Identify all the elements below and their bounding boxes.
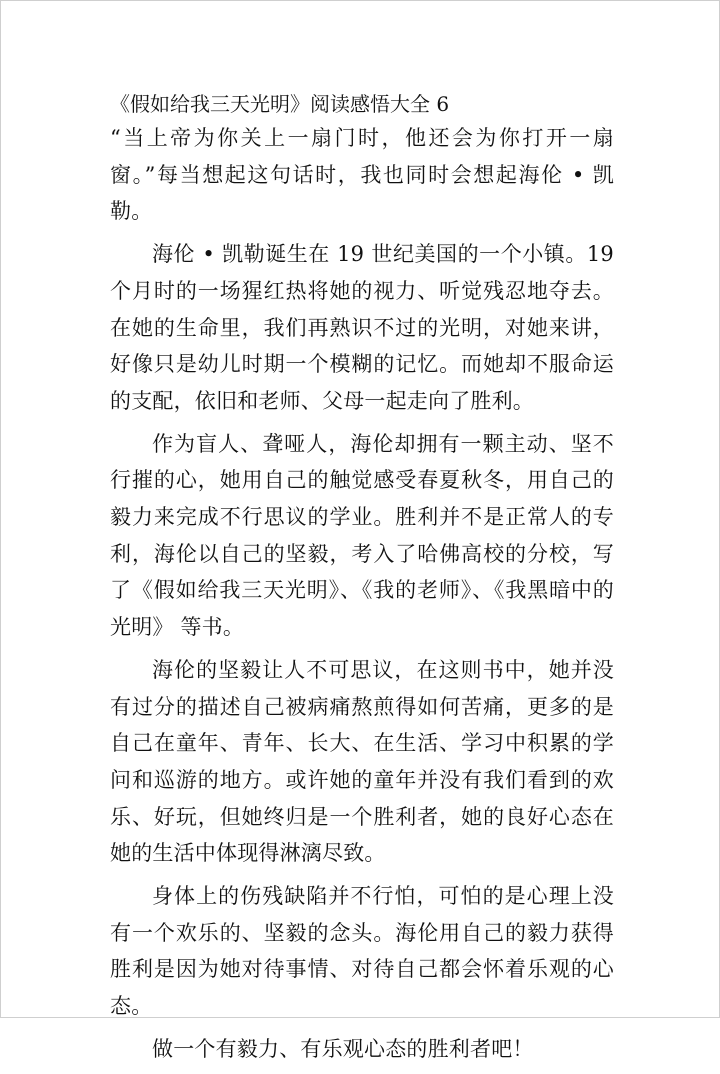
paragraph-3: 作为盲人、聋哑人，海伦却拥有一颗主动、坚不行摧的心，她用自己的触觉感受春夏秋冬，用自己的毅力来完成不行思议的学业。胜利并不是正常人的专利，海伦以自己的坚毅，考入了哈佛高校的分校，写了《假如给我三天光明》、《我的老师》、《我黑暗中的光明》 等书。 bbox=[110, 431, 614, 640]
paragraph-4: 海伦的坚毅让人不可思议，在这则书中，她并没有过分的描述自己被病痛熬煎得如何苦痛，更多的是自己在童年、青年、长大、在生活、学习中积累的学问和巡游的地方。或许她的童年并没有我们看到的欢乐、好玩，但她终归是一个胜利者，她的良好心态在她的生活中体现得淋漓尽致。 bbox=[110, 657, 614, 866]
document-title: 《假如给我三天光明》阅读感悟大全 6 bbox=[110, 92, 450, 116]
paragraph-2: 海伦 • 凯勒诞生在 19 世纪美国的一个小镇。19 个月时的一场猩红热将她的视力、听觉残忍地夺去。在她的生命里，我们再熟识不过的光明，对她来讲，好像只是幼儿时期一个模糊的记忆。而她却不服命运的支配，依旧和老师、父母一起走向了胜利。 bbox=[110, 242, 614, 413]
paragraph-1: “当上帝为你关上一扇门时，他还会为你打开一扇窗。”每当想起这句话时，我也同时会想起海伦 • 凯勒。 bbox=[110, 126, 614, 224]
document-body bbox=[110, 88, 614, 1074]
paragraph-5: 身体上的伤残缺陷并不行怕，可怕的是心理上没有一个欢乐的、坚毅的念头。海伦用自己的毅力获得胜利是因为她对待事情、对待自己都会怀着乐观的心态。 bbox=[110, 884, 614, 1019]
paragraph-6: 做一个有毅力、有乐观心态的胜利者吧！ bbox=[152, 1036, 534, 1061]
